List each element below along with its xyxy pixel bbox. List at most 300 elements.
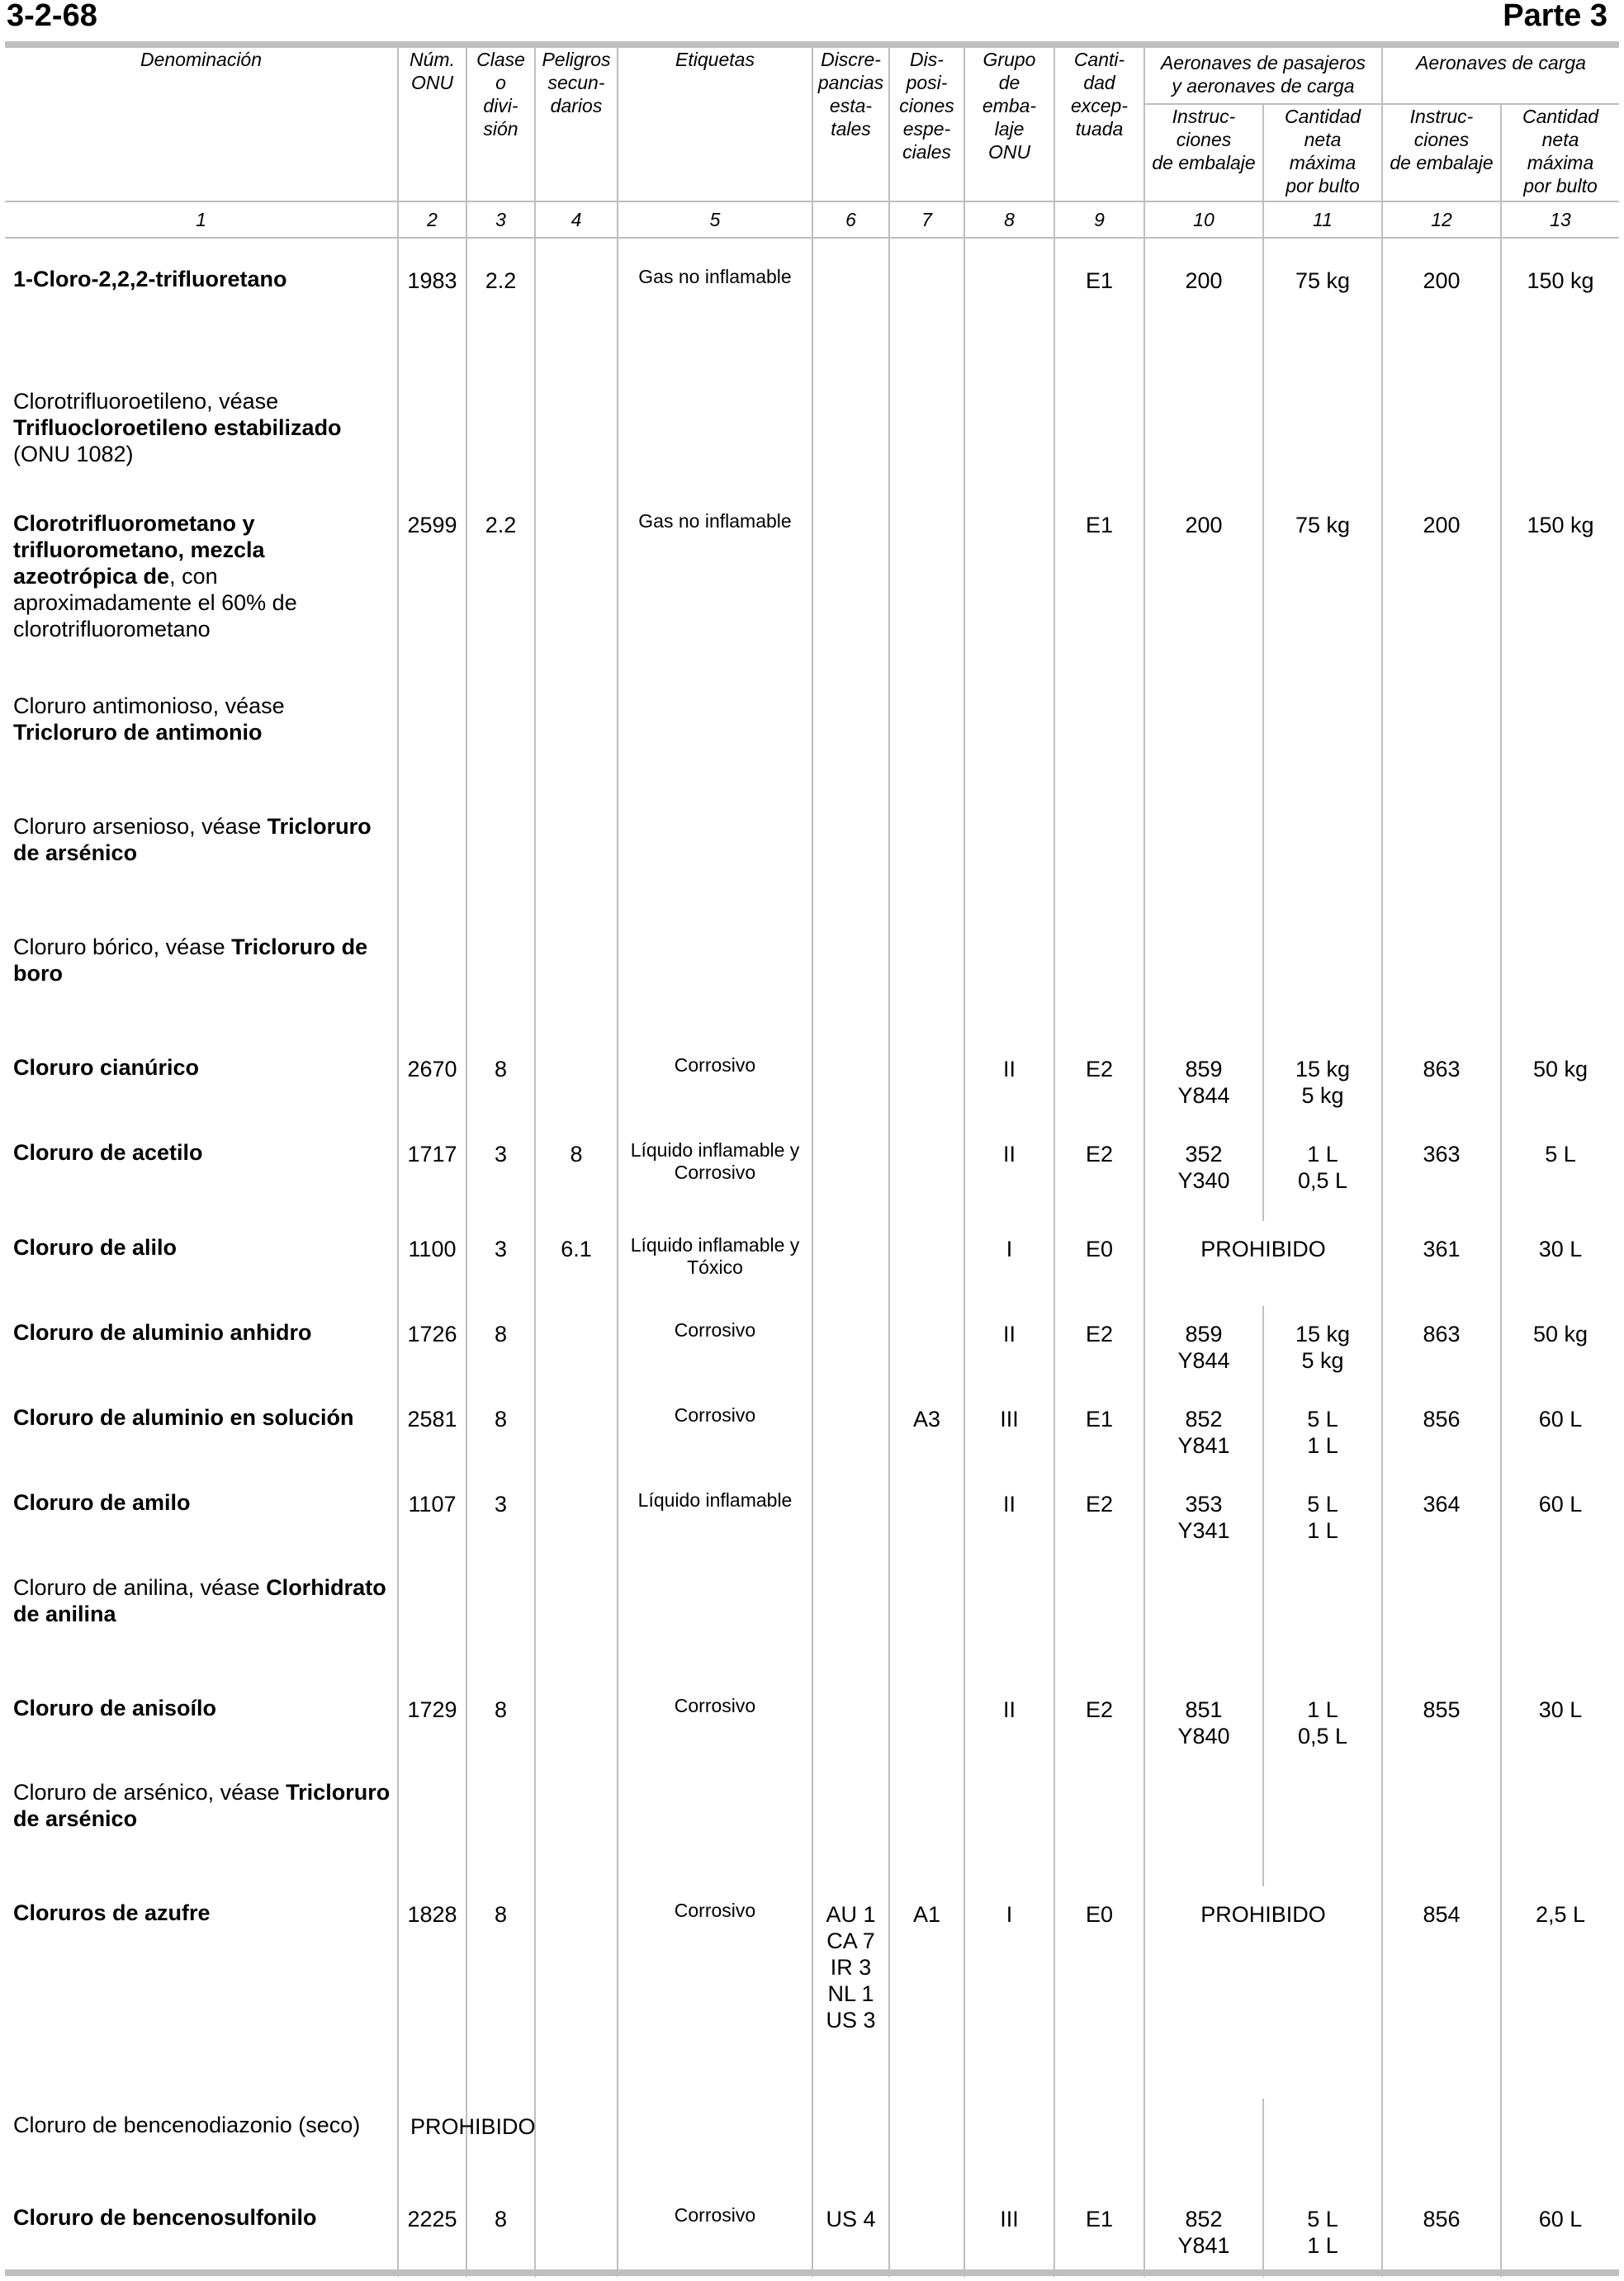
discrepancias-cell-line: CA 7 bbox=[826, 1928, 875, 1953]
entry-name-bold: Cloruros de azufre bbox=[13, 1900, 211, 1925]
pasajeros-prohibido-cell: PROHIBIDO bbox=[1144, 1221, 1382, 1306]
column-number: 3 bbox=[466, 201, 535, 238]
table-row bbox=[5, 375, 1619, 497]
carga-instrucciones-cell: 863 bbox=[1382, 1041, 1501, 1126]
empty-cell bbox=[1382, 2099, 1501, 2191]
discrepancias-cell bbox=[812, 1682, 889, 1766]
clase-cell bbox=[466, 1766, 535, 1886]
table-row bbox=[5, 253, 1619, 375]
header-line: Instruc- bbox=[1172, 106, 1236, 127]
column-number: 8 bbox=[964, 201, 1054, 238]
header-line: Núm. bbox=[410, 49, 455, 70]
onu-cell: 1100 bbox=[398, 1221, 466, 1306]
etiquetas-cell bbox=[618, 679, 812, 800]
carga-instrucciones-cell bbox=[1382, 679, 1501, 800]
onu-cell: 1828 bbox=[398, 1886, 466, 2099]
clase-cell bbox=[466, 679, 535, 800]
etiquetas-cell: Gas no inflamable bbox=[618, 497, 812, 679]
table-row bbox=[5, 1561, 1619, 1682]
onu-cell: 2225 bbox=[398, 2191, 466, 2269]
grupo-cell: I bbox=[964, 1221, 1054, 1306]
clase-cell bbox=[466, 920, 535, 1041]
pasajeros-cantidad-cell-line: 0,5 L bbox=[1297, 1168, 1348, 1193]
peligros-cell: 6.1 bbox=[535, 1221, 618, 1306]
grupo-cell bbox=[964, 1561, 1054, 1682]
carga-instrucciones-cell: 361 bbox=[1382, 1221, 1501, 1306]
peligros-cell bbox=[535, 253, 618, 375]
header-line: Cantidad bbox=[1522, 106, 1599, 127]
pasajeros-cantidad-cell-line: 1 L bbox=[1307, 1697, 1338, 1722]
pasajeros-instrucciones-cell bbox=[1144, 253, 1263, 375]
discrepancias-cell bbox=[812, 1306, 889, 1391]
header-line: posi- bbox=[906, 72, 948, 93]
onu-cell: 2599 bbox=[398, 497, 466, 679]
pasajeros-cantidad-cell-line: 15 kg bbox=[1295, 1057, 1351, 1081]
discrepancias-cell bbox=[812, 1476, 889, 1561]
discrepancias-cell bbox=[812, 375, 889, 497]
clase-cell: 8 bbox=[466, 2191, 535, 2269]
header-line: Clase bbox=[476, 49, 525, 70]
discrepancias-cell bbox=[812, 497, 889, 679]
hdr-pasajeros-cantidad bbox=[1263, 104, 1382, 201]
cantidad-exceptuada-cell: E1 bbox=[1054, 253, 1144, 375]
pasajeros-instrucciones-cell bbox=[1144, 1561, 1263, 1682]
cantidad-exceptuada-cell: E2 bbox=[1054, 1306, 1144, 1391]
entry-name-bold: Trifluocloroetileno estabilizado bbox=[13, 415, 342, 440]
pasajeros-instrucciones-cell-line: Y844 bbox=[1177, 1083, 1230, 1108]
cantidad-exceptuada-cell bbox=[1054, 1561, 1144, 1682]
etiquetas-cell: Corrosivo bbox=[618, 1391, 812, 1476]
entry-name-text: Cloruro bórico, véase bbox=[13, 935, 232, 959]
header-line: de embalaje bbox=[1390, 152, 1494, 173]
grupo-cell: II bbox=[964, 1476, 1054, 1561]
discrepancias-cell bbox=[812, 1126, 889, 1221]
denominacion-cell bbox=[5, 1391, 398, 1476]
etiquetas-cell: Corrosivo bbox=[618, 1306, 812, 1391]
grupo-cell bbox=[964, 679, 1054, 800]
entry-name-bold: Clorotrifluorometano y trifluorometano, mezcla azeotrópica de bbox=[13, 511, 265, 589]
header-line: excep- bbox=[1070, 95, 1129, 116]
carga-cantidad-cell: 150 kg bbox=[1501, 497, 1619, 679]
pasajeros-instrucciones-cell bbox=[1144, 1126, 1263, 1221]
grupo-cell: III bbox=[964, 1391, 1054, 1476]
disposiciones-cell bbox=[889, 1561, 964, 1682]
header-line: Instruc- bbox=[1409, 106, 1474, 127]
disposiciones-cell bbox=[889, 1476, 964, 1561]
entry-name-bold: Tricloruro de arsénico bbox=[13, 814, 372, 865]
carga-cantidad-cell: 30 L bbox=[1501, 1682, 1619, 1766]
carga-instrucciones-cell bbox=[1382, 375, 1501, 497]
disposiciones-cell bbox=[889, 375, 964, 497]
pasajeros-instrucciones-cell bbox=[1144, 920, 1263, 1041]
pasajeros-cantidad-cell-line: 1 L bbox=[1307, 1142, 1338, 1167]
clase-cell bbox=[466, 800, 535, 920]
entry-name-bold: Cloruro de anisoílo bbox=[13, 1696, 217, 1720]
carga-instrucciones-cell: 856 bbox=[1382, 2191, 1501, 2269]
onu-cell: 1983 bbox=[398, 253, 466, 375]
pasajeros-cantidad-cell-line: 5 kg bbox=[1301, 1083, 1344, 1108]
pasajeros-instrucciones-cell-line: 852 bbox=[1185, 1407, 1223, 1432]
grupo-cell: III bbox=[964, 2191, 1054, 2269]
cantidad-exceptuada-cell: E1 bbox=[1054, 2191, 1144, 2269]
discrepancias-cell-line: NL 1 bbox=[827, 1981, 874, 2006]
hdr-pasajeros-instrucciones bbox=[1144, 104, 1263, 201]
table-row bbox=[5, 679, 1619, 800]
pasajeros-instrucciones-cell-line: 200 bbox=[1185, 268, 1223, 293]
entry-name-bold: Cloruro de alilo bbox=[13, 1235, 178, 1260]
denominacion-cell bbox=[5, 1561, 398, 1682]
table-row bbox=[5, 1766, 1619, 1886]
disposiciones-cell bbox=[889, 1766, 964, 1886]
carga-cantidad-cell: 60 L bbox=[1501, 1391, 1619, 1476]
pasajeros-instrucciones-cell-line: 859 bbox=[1185, 1322, 1223, 1346]
grupo-cell bbox=[964, 920, 1054, 1041]
cantidad-exceptuada-cell: E2 bbox=[1054, 1476, 1144, 1561]
carga-instrucciones-cell bbox=[1382, 1766, 1501, 1886]
hdr-grupo bbox=[964, 48, 1054, 201]
peligros-cell bbox=[535, 1391, 618, 1476]
onu-cell bbox=[398, 375, 466, 497]
pasajeros-cantidad-cell-line: 5 L bbox=[1307, 1492, 1338, 1517]
header-line: de bbox=[998, 72, 1020, 93]
hdr-carga-instrucciones bbox=[1382, 104, 1501, 201]
header-line: espe- bbox=[902, 118, 951, 140]
etiquetas-cell: Líquido inflamable y Corrosivo bbox=[618, 1126, 812, 1221]
pasajeros-prohibido-cell: PROHIBIDO bbox=[1144, 1886, 1382, 2099]
denominacion-cell bbox=[5, 375, 398, 497]
pasajeros-instrucciones-cell bbox=[1144, 1041, 1263, 1126]
discrepancias-cell bbox=[812, 1886, 889, 2099]
peligros-cell bbox=[535, 497, 618, 679]
pasajeros-cantidad-cell-line: 0,5 L bbox=[1297, 1724, 1348, 1749]
disposiciones-cell bbox=[889, 2191, 964, 2269]
grupo-cell bbox=[964, 800, 1054, 920]
carga-instrucciones-cell: 363 bbox=[1382, 1126, 1501, 1221]
pasajeros-cantidad-cell-line: 5 kg bbox=[1301, 1348, 1344, 1373]
pasajeros-instrucciones-cell-line: 859 bbox=[1185, 1057, 1223, 1081]
grupo-cell bbox=[964, 497, 1054, 679]
pasajeros-cantidad-cell bbox=[1263, 920, 1382, 1041]
carga-cantidad-cell bbox=[1501, 679, 1619, 800]
entry-name-text: Cloruro arsenioso, véase bbox=[13, 814, 268, 839]
pasajeros-cantidad-cell bbox=[1263, 1041, 1382, 1126]
hdr-pasajeros-group bbox=[1144, 48, 1382, 104]
disposiciones-cell: A3 bbox=[889, 1391, 964, 1476]
denominacion-cell bbox=[5, 1041, 398, 1126]
header-line: laje bbox=[994, 118, 1025, 140]
header-line: sión bbox=[483, 118, 518, 140]
entry-name-bold: Cloruro de bencenosulfonilo bbox=[13, 2205, 317, 2230]
grupo-cell bbox=[964, 253, 1054, 375]
header-line: o bbox=[495, 72, 506, 93]
onu-cell: 1729 bbox=[398, 1682, 466, 1766]
header-line: por bulto bbox=[1285, 175, 1360, 196]
etiquetas-cell bbox=[618, 800, 812, 920]
header-line: máxima bbox=[1527, 152, 1594, 173]
peligros-cell bbox=[535, 1476, 618, 1561]
grupo-cell bbox=[964, 375, 1054, 497]
pasajeros-instrucciones-cell bbox=[1144, 679, 1263, 800]
header-line: Grupo bbox=[982, 49, 1036, 70]
etiquetas-cell bbox=[618, 1766, 812, 1886]
carga-cantidad-cell: 60 L bbox=[1501, 1476, 1619, 1561]
column-number: 7 bbox=[889, 201, 964, 238]
carga-cantidad-cell bbox=[1501, 920, 1619, 1041]
header-line: ONU bbox=[410, 72, 454, 93]
header-line: por bulto bbox=[1523, 175, 1598, 196]
header-line: dad bbox=[1083, 72, 1115, 93]
header-line: neta bbox=[1541, 129, 1579, 150]
cantidad-exceptuada-cell bbox=[1054, 800, 1144, 920]
peligros-cell bbox=[535, 1682, 618, 1766]
carga-instrucciones-cell: 856 bbox=[1382, 1391, 1501, 1476]
header-line: ciones bbox=[1176, 129, 1232, 150]
column-number: 6 bbox=[812, 201, 889, 238]
grupo-cell: II bbox=[964, 1682, 1054, 1766]
empty-cell bbox=[889, 2099, 964, 2191]
empty-cell bbox=[466, 2099, 535, 2191]
carga-instrucciones-cell: 854 bbox=[1382, 1886, 1501, 2099]
header-line: ciones bbox=[1413, 129, 1470, 150]
hdr-clase bbox=[466, 48, 535, 201]
empty-cell bbox=[1263, 2099, 1382, 2191]
disposiciones-cell bbox=[889, 920, 964, 1041]
empty-cell bbox=[1501, 2099, 1619, 2191]
clase-cell: 3 bbox=[466, 1221, 535, 1306]
hdr-num-onu bbox=[398, 48, 466, 201]
pasajeros-instrucciones-cell bbox=[1144, 1766, 1263, 1886]
carga-instrucciones-cell: 200 bbox=[1382, 253, 1501, 375]
onu-cell: 2670 bbox=[398, 1041, 466, 1126]
discrepancias-cell bbox=[812, 800, 889, 920]
column-number: 2 bbox=[398, 201, 466, 238]
column-number: 11 bbox=[1263, 201, 1382, 238]
denominacion-cell bbox=[5, 2191, 398, 2269]
clase-cell: 2.2 bbox=[466, 253, 535, 375]
cantidad-exceptuada-cell: E0 bbox=[1054, 1886, 1144, 2099]
disposiciones-cell bbox=[889, 1221, 964, 1306]
carga-cantidad-cell bbox=[1501, 375, 1619, 497]
peligros-cell bbox=[535, 800, 618, 920]
clase-cell: 8 bbox=[466, 1041, 535, 1126]
cantidad-exceptuada-cell: E2 bbox=[1054, 1041, 1144, 1126]
entry-name-bold: Cloruro de aluminio en solución bbox=[13, 1405, 354, 1430]
column-number: 12 bbox=[1382, 201, 1501, 238]
denominacion-cell bbox=[5, 1682, 398, 1766]
discrepancias-cell bbox=[812, 1561, 889, 1682]
onu-cell bbox=[398, 1561, 466, 1682]
disposiciones-cell: A1 bbox=[889, 1886, 964, 2099]
entry-name-bold: Tricloruro de antimonio bbox=[13, 720, 263, 745]
onu-cell: 1717 bbox=[398, 1126, 466, 1221]
discrepancias-cell bbox=[812, 679, 889, 800]
pasajeros-cantidad-cell bbox=[1263, 1476, 1382, 1561]
cantidad-exceptuada-cell bbox=[1054, 679, 1144, 800]
discrepancias-cell bbox=[812, 2191, 889, 2269]
onu-cell: 1107 bbox=[398, 1476, 466, 1561]
table-row bbox=[5, 800, 1619, 920]
pasajeros-instrucciones-cell bbox=[1144, 1682, 1263, 1766]
denominacion-cell bbox=[5, 1886, 398, 2099]
entry-name-bold: Clorhidrato de anilina bbox=[13, 1575, 386, 1626]
pasajeros-cantidad-cell bbox=[1263, 1682, 1382, 1766]
pasajeros-instrucciones-cell-line: 851 bbox=[1185, 1697, 1223, 1722]
empty-cell bbox=[1144, 2099, 1263, 2191]
pasajeros-instrucciones-cell bbox=[1144, 1476, 1263, 1561]
carga-cantidad-cell bbox=[1501, 1766, 1619, 1886]
column-number: 5 bbox=[618, 201, 812, 238]
pasajeros-cantidad-cell bbox=[1263, 679, 1382, 800]
denominacion-cell bbox=[5, 1221, 398, 1306]
table-row bbox=[5, 2099, 1619, 2191]
entry-name-bold: Tricloruro de arsénico bbox=[13, 1780, 391, 1831]
empty-cell bbox=[535, 2099, 618, 2191]
table-row bbox=[5, 1391, 1619, 1476]
carga-cantidad-cell: 60 L bbox=[1501, 2191, 1619, 2269]
denominacion-cell bbox=[5, 1306, 398, 1391]
disposiciones-cell bbox=[889, 800, 964, 920]
entry-name-bold: Cloruro de acetilo bbox=[13, 1140, 203, 1165]
carga-instrucciones-cell: 364 bbox=[1382, 1476, 1501, 1561]
hdr-disposiciones bbox=[889, 48, 964, 201]
grupo-cell: II bbox=[964, 1126, 1054, 1221]
column-number: 9 bbox=[1054, 201, 1144, 238]
etiquetas-cell: Líquido inflamable y Tóxico bbox=[618, 1221, 812, 1306]
discrepancias-cell bbox=[812, 920, 889, 1041]
pasajeros-cantidad-cell-line: 1 L bbox=[1307, 1518, 1338, 1543]
top-rule bbox=[5, 41, 1619, 48]
header-line: Aeronaves de pasajeros bbox=[1160, 52, 1366, 73]
header-line: ciones bbox=[899, 95, 954, 116]
clase-cell: 2.2 bbox=[466, 497, 535, 679]
etiquetas-cell: Líquido inflamable bbox=[618, 1476, 812, 1561]
pasajeros-instrucciones-cell-line: Y841 bbox=[1177, 2233, 1230, 2258]
disposiciones-cell bbox=[889, 1306, 964, 1391]
entry-name-text: , con aproximadamente el 60% de clorotrifluorometano bbox=[13, 564, 297, 641]
cantidad-exceptuada-cell: E2 bbox=[1054, 1126, 1144, 1221]
onu-cell: 2581 bbox=[398, 1391, 466, 1476]
dangerous-goods-table bbox=[5, 48, 1619, 2277]
header-line: ONU bbox=[987, 141, 1031, 163]
onu-cell bbox=[398, 679, 466, 800]
header-line: Aeronaves de carga bbox=[1416, 52, 1586, 73]
hdr-denominacion: Denominación bbox=[140, 49, 263, 70]
clase-cell bbox=[466, 1561, 535, 1682]
header-line: darios bbox=[550, 95, 603, 116]
discrepancias-cell-line: US 4 bbox=[826, 2207, 876, 2231]
table-row bbox=[5, 1041, 1619, 1126]
peligros-cell bbox=[535, 375, 618, 497]
hdr-peligros bbox=[535, 48, 618, 201]
grupo-cell bbox=[964, 1766, 1054, 1886]
etiquetas-cell: Corrosivo bbox=[618, 1041, 812, 1126]
etiquetas-cell: Corrosivo bbox=[618, 2191, 812, 2269]
header-line: Discre- bbox=[821, 49, 881, 70]
denominacion-cell bbox=[5, 800, 398, 920]
carga-instrucciones-cell bbox=[1382, 800, 1501, 920]
header-line: Dis- bbox=[910, 49, 944, 70]
clase-cell: 8 bbox=[466, 1391, 535, 1476]
pasajeros-instrucciones-cell-line: 353 bbox=[1185, 1492, 1223, 1517]
onu-cell: 1726 bbox=[398, 1306, 466, 1391]
column-number-row bbox=[5, 201, 1619, 238]
pasajeros-cantidad-cell bbox=[1263, 1126, 1382, 1221]
header-line: Canti- bbox=[1073, 49, 1125, 70]
header-line: secun- bbox=[547, 72, 605, 93]
cantidad-exceptuada-cell bbox=[1054, 375, 1144, 497]
table-row bbox=[5, 1306, 1619, 1391]
peligros-cell bbox=[535, 1306, 618, 1391]
entry-name-text: Clorotrifluoroetileno, véase bbox=[13, 389, 279, 414]
carga-cantidad-cell: 150 kg bbox=[1501, 253, 1619, 375]
carga-instrucciones-cell: 200 bbox=[1382, 497, 1501, 679]
pasajeros-cantidad-cell-line: 1 L bbox=[1307, 1433, 1338, 1458]
pasajeros-cantidad-cell-line: 5 L bbox=[1307, 2207, 1338, 2231]
entry-name-text: Cloruro de bencenodiazonio (seco) bbox=[13, 2113, 361, 2137]
onu-cell bbox=[398, 800, 466, 920]
pasajeros-cantidad-cell bbox=[1263, 800, 1382, 920]
entry-name-text: Cloruro de arsénico, véase bbox=[13, 1780, 286, 1805]
table-row bbox=[5, 1476, 1619, 1561]
peligros-cell bbox=[535, 1041, 618, 1126]
onu-cell bbox=[398, 1766, 466, 1886]
pasajeros-instrucciones-cell-line: 352 bbox=[1185, 1142, 1223, 1167]
entry-name-text: (ONU 1082) bbox=[13, 442, 134, 466]
header-line: ciales bbox=[902, 141, 951, 163]
carga-instrucciones-cell: 855 bbox=[1382, 1682, 1501, 1766]
discrepancias-cell bbox=[812, 253, 889, 375]
discrepancias-cell bbox=[812, 1391, 889, 1476]
peligros-cell bbox=[535, 1561, 618, 1682]
etiquetas-cell: Corrosivo bbox=[618, 1886, 812, 2099]
etiquetas-cell bbox=[618, 375, 812, 497]
cantidad-exceptuada-cell: E2 bbox=[1054, 1682, 1144, 1766]
pasajeros-instrucciones-cell bbox=[1144, 1306, 1263, 1391]
pasajeros-cantidad-cell bbox=[1263, 2191, 1382, 2269]
entry-name-bold: Cloruro de amilo bbox=[13, 1490, 191, 1515]
hdr-etiquetas: Etiquetas bbox=[618, 48, 812, 201]
clase-cell: 8 bbox=[466, 1886, 535, 2099]
etiquetas-cell bbox=[618, 1561, 812, 1682]
bottom-rule bbox=[5, 2269, 1619, 2276]
empty-cell bbox=[618, 2099, 812, 2191]
pasajeros-instrucciones-cell-line: Y840 bbox=[1177, 1724, 1230, 1749]
pasajeros-cantidad-cell-line: 15 kg bbox=[1295, 1322, 1351, 1346]
pasajeros-instrucciones-cell bbox=[1144, 800, 1263, 920]
denominacion-cell bbox=[5, 920, 398, 1041]
peligros-cell bbox=[535, 920, 618, 1041]
clase-cell: 8 bbox=[466, 1306, 535, 1391]
table-row bbox=[5, 1126, 1619, 1221]
cantidad-exceptuada-cell: E1 bbox=[1054, 497, 1144, 679]
pasajeros-instrucciones-cell bbox=[1144, 2191, 1263, 2269]
discrepancias-cell-line: US 3 bbox=[826, 2008, 876, 2033]
etiquetas-cell: Corrosivo bbox=[618, 1682, 812, 1766]
pasajeros-instrucciones-cell-line: Y841 bbox=[1177, 1433, 1230, 1458]
clase-cell: 8 bbox=[466, 1682, 535, 1766]
onu-cell bbox=[398, 920, 466, 1041]
table-row bbox=[5, 1221, 1619, 1306]
table-row bbox=[5, 920, 1619, 1041]
carga-cantidad-cell: 50 kg bbox=[1501, 1306, 1619, 1391]
denominacion-cell bbox=[5, 1476, 398, 1561]
pasajeros-cantidad-cell bbox=[1263, 497, 1382, 679]
etiquetas-cell bbox=[618, 920, 812, 1041]
clase-cell: 3 bbox=[466, 1476, 535, 1561]
disposiciones-cell bbox=[889, 1041, 964, 1126]
empty-cell bbox=[964, 2099, 1054, 2191]
pasajeros-instrucciones-cell-line: Y844 bbox=[1177, 1348, 1230, 1373]
